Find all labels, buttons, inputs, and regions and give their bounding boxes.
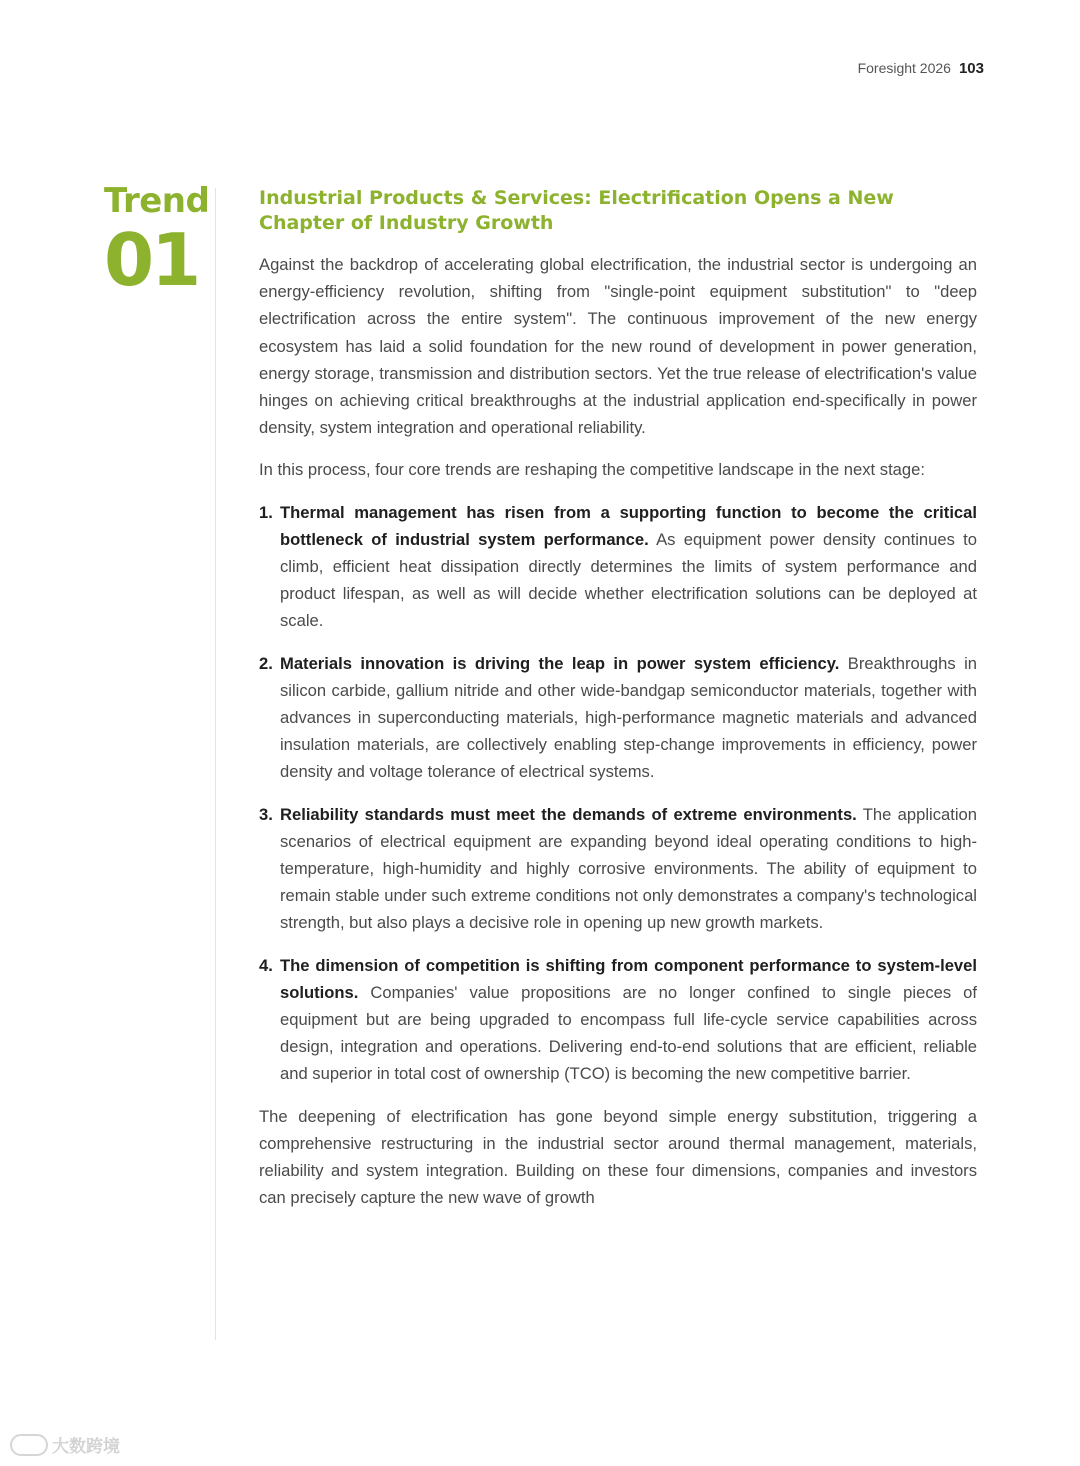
trend-word: Trend: [104, 181, 210, 221]
list-item-number: 4.: [259, 955, 273, 975]
article-title: Industrial Products & Services: Electrification Opens a New Chapter of Industry Growth: [259, 187, 894, 234]
trend-number: 01: [104, 218, 199, 302]
list-item-lead: Thermal management has risen from a supporting function to become the critical bottleneck of industrial system performance.: [280, 502, 977, 549]
watermark-text: 大数跨境: [52, 1437, 120, 1456]
publication-name: Foresight 2026: [857, 60, 951, 76]
list-item-body: The application scenarios of electrical equipment are expanding beyond ideal operating conditions to high-temperature, high-humidity and highly corrosive environments. The ability of equipment to remain stable under such extreme conditions not only demonstrates a company's technological strength, but also plays a decisive role in opening up new growth markets.: [280, 804, 977, 933]
list-item-body: Companies' value propositions are no longer confined to single pieces of equipment but are being upgraded to encompass full life-cycle service capabilities across design, integration and operations. Delivering end-to-end solutions that are efficient, reliable and superior in total cost of ownership (TCO) is becoming the new competitive barrier.: [280, 982, 977, 1084]
intro-paragraph: Against the backdrop of accelerating global electrification, the industrial sector is undergoing an energy-efficiency revolution, shifting from "single-point equipment substitution" to "deep electrification across the entire system". The continuous improvement of the new energy ecosystem has laid a solid foundation for the new round of development in power generation, energy storage, transmission and distribution sectors. Yet the true release of electrification's value hinges on achieving critical breakthroughs at the industrial application end-specifically in power density, system integration and operational reliability.: [259, 255, 977, 438]
closing-paragraph: The deepening of electrification has gone beyond simple energy substitution, triggering a comprehensive restructuring in the industrial sector around thermal management, materials, reliability and system integration. Building on these four dimensions, companies and investors can precisely capture the new wave of growth: [259, 1106, 977, 1208]
vertical-divider: [215, 188, 216, 1340]
list-item-number: 1.: [259, 502, 273, 522]
page-number: 103: [958, 60, 984, 77]
list-item-number: 3.: [259, 804, 273, 824]
lead-in-paragraph: In this process, four core trends are reshaping the competitive landscape in the next stage:: [259, 460, 925, 480]
list-item-lead: The dimension of competition is shifting from component performance to system-level solutions.: [280, 955, 977, 1002]
list-item-number: 2.: [259, 653, 273, 673]
list-item-body: As equipment power density continues to climb, efficient heat dissipation directly determines the limits of system performance and product lifespan, as well as will decide whether electrification solutions can be deployed at scale.: [280, 529, 977, 631]
watermark-logo-icon: [10, 1434, 48, 1456]
trend-list: [259, 499, 977, 1088]
watermark: [10, 1432, 120, 1457]
list-item: [259, 952, 977, 1088]
article-body: [259, 186, 977, 1227]
list-item: [259, 650, 977, 786]
list-item-lead: Materials innovation is driving the leap in power system efficiency.: [280, 653, 840, 673]
running-header: [858, 60, 984, 77]
list-item-body: Breakthroughs in silicon carbide, gallium nitride and other wide-bandgap semiconductor materials, together with advances in superconducting materials, high-performance magnetic materials and advanced insulation materials, are collectively enabling step-change improvements in efficiency, power density and voltage tolerance of electrical systems.: [280, 653, 977, 782]
list-item: [259, 801, 977, 937]
trend-label: [104, 181, 210, 302]
list-item-lead: Reliability standards must meet the demands of extreme environments.: [280, 804, 857, 824]
list-item: [259, 499, 977, 635]
